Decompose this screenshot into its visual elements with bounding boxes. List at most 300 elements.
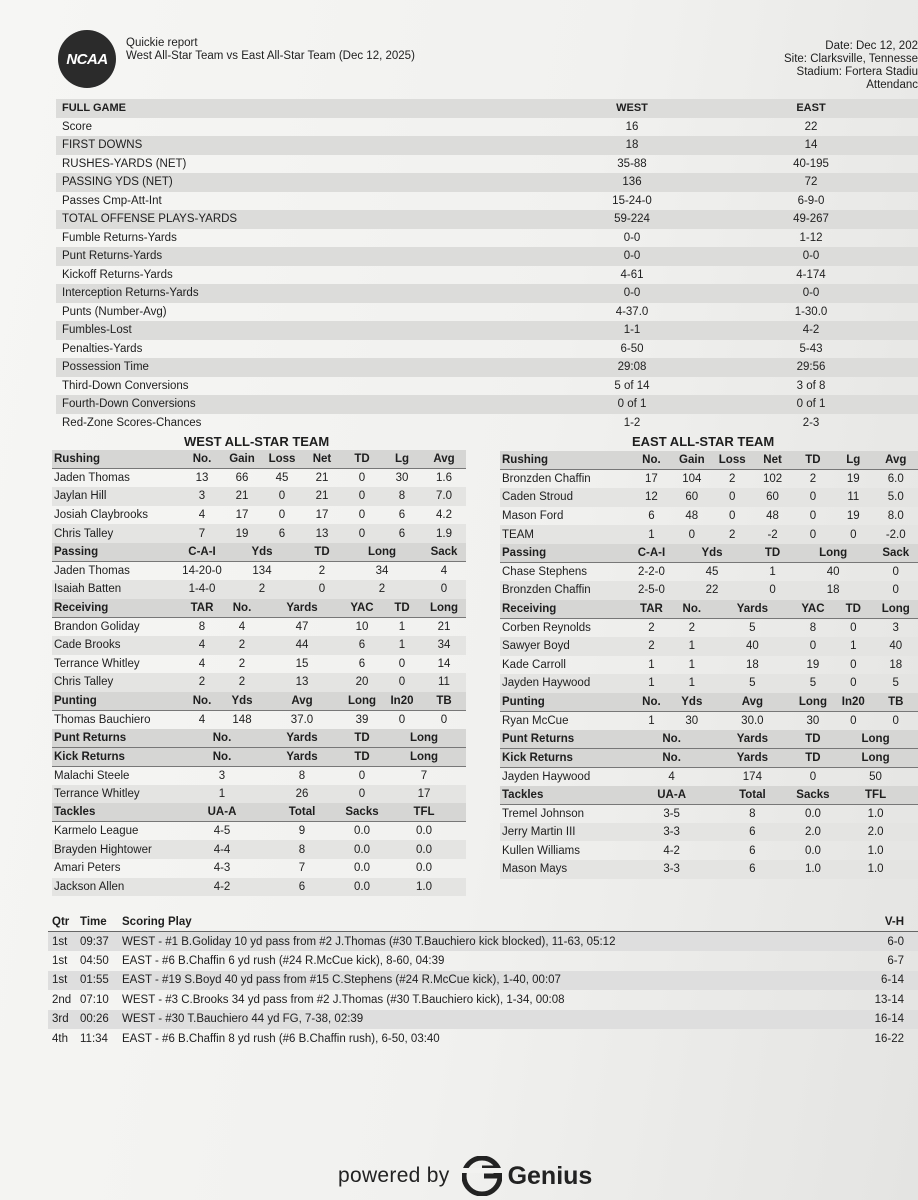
passing-row bbox=[52, 562, 466, 581]
full-game-table bbox=[56, 99, 918, 432]
scoring-time: 00:26 bbox=[80, 1010, 122, 1030]
column-header: No. bbox=[182, 729, 262, 748]
stat-cell: 0.0 bbox=[342, 840, 382, 859]
column-header: TD bbox=[833, 600, 873, 619]
stat-cell: 0.0 bbox=[382, 822, 466, 841]
stat-cell: 1 bbox=[672, 674, 712, 693]
west-stat-value: 18 bbox=[625, 139, 639, 152]
stat-cell: 1 bbox=[631, 525, 671, 544]
stat-cell: 0 bbox=[342, 487, 382, 506]
west-stat-value: 4-37.0 bbox=[615, 305, 649, 318]
tackles-header bbox=[52, 803, 466, 822]
player-name: Jaden Thomas bbox=[52, 562, 182, 581]
stat-cell: 6 bbox=[358, 657, 366, 670]
section-title: Punt Returns bbox=[500, 730, 631, 749]
stat-cell: 12 bbox=[631, 488, 671, 507]
east-stat-value: 29:56 bbox=[796, 361, 826, 374]
time-header: Time bbox=[80, 912, 122, 932]
rushing-row bbox=[500, 488, 918, 507]
punting-header bbox=[500, 693, 918, 712]
stat-label: Fumbles-Lost bbox=[62, 324, 132, 337]
stat-cell: 8 bbox=[182, 617, 222, 636]
column-header: In20 bbox=[382, 692, 422, 711]
full-game-row bbox=[56, 377, 918, 396]
column-header: Long bbox=[382, 748, 466, 767]
stat-cell: 1-4-0 bbox=[182, 580, 222, 599]
stat-cell: 13 bbox=[182, 469, 222, 488]
section-title: Receiving bbox=[52, 599, 182, 618]
tackles-row bbox=[52, 859, 466, 878]
full-game-row bbox=[56, 247, 918, 266]
stat-cell: 60 bbox=[752, 488, 792, 507]
column-header: Yds bbox=[222, 692, 262, 711]
stat-cell: 7 bbox=[382, 766, 466, 785]
section-title: Tackles bbox=[500, 786, 631, 805]
stat-cell: 1 bbox=[631, 711, 671, 730]
qtr-header: Qtr bbox=[48, 912, 80, 932]
stat-cell: 0.0 bbox=[354, 862, 370, 875]
matchup-title: West All-Star Team vs East All-Star Team (Dec 12, 2025) bbox=[126, 50, 415, 62]
scoring-play: WEST - #3 C.Brooks 34 yd pass from #2 J.Thomas (#30 T.Bauchiero kick), 1-34, 00:08 bbox=[122, 993, 565, 1006]
stat-cell: 7.0 bbox=[422, 487, 466, 506]
scoring-time: 07:10 bbox=[80, 993, 109, 1006]
stat-cell: 14 bbox=[437, 657, 451, 670]
full-game-title: FULL GAME bbox=[62, 102, 126, 115]
player-name: Jerry Martin III bbox=[500, 823, 631, 842]
stat-cell: 18 bbox=[745, 658, 759, 671]
column-header: Long bbox=[833, 749, 918, 768]
stat-cell: 1 bbox=[631, 674, 671, 693]
stat-cell: 4.2 bbox=[436, 509, 452, 522]
player-name: Bronzden Chaffin bbox=[500, 470, 631, 489]
stat-cell: 1 bbox=[833, 637, 873, 656]
player-name: Kade Carroll bbox=[502, 658, 566, 671]
west-stat-value: 29:08 bbox=[617, 361, 647, 374]
stat-cell: 60 bbox=[672, 488, 712, 507]
column-header: TB bbox=[874, 693, 918, 712]
stat-cell: 2-5-0 bbox=[631, 581, 671, 600]
passing-header bbox=[52, 543, 466, 562]
west-stat-value: 0-0 bbox=[623, 287, 641, 300]
stat-cell: 45 bbox=[672, 563, 753, 582]
tackles-row bbox=[500, 841, 918, 860]
stat-cell: 148 bbox=[222, 710, 262, 729]
column-header: No. bbox=[222, 599, 262, 618]
scoring-play: EAST - #6 B.Chaffin 8 yd rush (#6 B.Chaffin rush), 6-50, 03:40 bbox=[122, 1032, 440, 1045]
stat-cell: 30 bbox=[672, 711, 712, 730]
stat-label: Passes Cmp-Att-Int bbox=[62, 194, 162, 207]
stat-cell: 17 bbox=[315, 509, 329, 522]
column-header: TD bbox=[793, 749, 833, 768]
kick-returns-header bbox=[500, 749, 918, 768]
scoring-row bbox=[48, 971, 918, 991]
receiving-row bbox=[500, 618, 918, 637]
stat-cell: 2 bbox=[712, 525, 752, 544]
player-name: Ryan McCue bbox=[500, 711, 631, 730]
stat-label: Kickoff Returns-Yards bbox=[62, 268, 173, 281]
receiving-header bbox=[52, 599, 466, 618]
scoring-row bbox=[48, 932, 918, 952]
column-header: TD bbox=[382, 599, 422, 618]
east-stats-table bbox=[500, 451, 918, 879]
east-stat-value: 49-267 bbox=[793, 213, 829, 226]
stat-cell: 1 bbox=[648, 658, 655, 671]
scoring-qtr: 1st bbox=[52, 954, 68, 967]
west-stat-value: 0-0 bbox=[623, 231, 641, 244]
column-header: Gain bbox=[222, 450, 262, 469]
player-name: Karmelo League bbox=[52, 822, 182, 841]
east-stat-value: 1-12 bbox=[799, 231, 823, 244]
stat-cell: 2 bbox=[222, 580, 302, 599]
stat-cell: 44 bbox=[262, 636, 342, 655]
full-game-row bbox=[56, 414, 918, 433]
section-title: Passing bbox=[500, 544, 631, 563]
tackles-row bbox=[52, 878, 466, 897]
stat-cell: 4 bbox=[222, 617, 262, 636]
stat-cell: 104 bbox=[672, 470, 712, 489]
stat-cell: 66 bbox=[222, 469, 262, 488]
punting-header bbox=[52, 692, 466, 711]
stat-label: Score bbox=[62, 120, 93, 133]
stat-cell: 0 bbox=[793, 488, 833, 507]
stat-cell: 2 bbox=[712, 470, 752, 489]
stat-cell: 7 bbox=[182, 524, 222, 543]
stat-cell: 18 bbox=[889, 658, 903, 671]
full-game-row bbox=[56, 266, 918, 285]
west-stat-value: 59-224 bbox=[614, 213, 650, 226]
stat-cell: 2.0 bbox=[793, 823, 833, 842]
stat-cell: 4-2 bbox=[663, 844, 680, 857]
player-name: Terrance Whitley bbox=[54, 657, 140, 670]
stat-cell: 20 bbox=[342, 673, 382, 692]
stat-label: FIRST DOWNS bbox=[62, 139, 143, 152]
section-title: Rushing bbox=[500, 451, 631, 470]
column-header: C-A-I bbox=[631, 544, 671, 563]
column-header: TD bbox=[342, 450, 382, 469]
east-team-title: EAST ALL-STAR TEAM bbox=[632, 434, 775, 449]
column-header: No. bbox=[182, 692, 222, 711]
column-header: Total bbox=[262, 803, 342, 822]
stat-cell: 8 bbox=[262, 766, 342, 785]
column-header: Lg bbox=[382, 450, 422, 469]
stat-label: Red-Zone Scores-Chances bbox=[62, 416, 202, 429]
kick-returns-row bbox=[52, 766, 466, 785]
player-name: Kullen Williams bbox=[502, 844, 580, 857]
stat-cell: 9 bbox=[262, 822, 342, 841]
stat-cell: 6 bbox=[712, 823, 793, 842]
scoring-vh: 6-7 bbox=[887, 954, 904, 967]
full-game-row bbox=[56, 173, 918, 192]
player-name: Brayden Hightower bbox=[52, 840, 182, 859]
powered-by-footer bbox=[338, 1156, 592, 1196]
stat-cell: 1.0 bbox=[833, 860, 918, 879]
east-stat-value: 22 bbox=[804, 120, 818, 133]
column-header: TAR bbox=[631, 600, 671, 619]
section-title: Punt Returns bbox=[52, 729, 182, 748]
column-header: TD bbox=[342, 748, 382, 767]
section-title: Kick Returns bbox=[500, 749, 631, 768]
stat-cell: 13 bbox=[302, 524, 342, 543]
player-name: Caden Stroud bbox=[500, 488, 631, 507]
column-header: In20 bbox=[833, 693, 873, 712]
stat-cell: 21 bbox=[302, 469, 342, 488]
stat-cell: 2 bbox=[672, 618, 712, 637]
column-header: TD bbox=[342, 729, 382, 748]
ncaa-logo: NCAA bbox=[58, 30, 116, 88]
stat-cell: 102 bbox=[752, 470, 792, 489]
full-game-row bbox=[56, 192, 918, 211]
stat-cell: 0.0 bbox=[416, 862, 432, 875]
player-name: Chris Talley bbox=[52, 524, 182, 543]
stat-cell: 3 bbox=[182, 766, 262, 785]
stat-cell: 19 bbox=[806, 658, 820, 671]
column-header: TAR bbox=[182, 599, 222, 618]
receiving-row bbox=[500, 656, 918, 675]
column-header: YAC bbox=[342, 599, 382, 618]
scoring-qtr: 1st bbox=[48, 932, 80, 952]
column-header: Yards bbox=[262, 729, 342, 748]
stat-cell: 4-3 bbox=[213, 862, 231, 875]
tackles-row bbox=[500, 804, 918, 823]
column-header: Long bbox=[793, 544, 874, 563]
column-header: Net bbox=[302, 450, 342, 469]
receiving-row bbox=[52, 673, 466, 692]
receiving-row bbox=[52, 655, 466, 674]
tackles-row bbox=[500, 823, 918, 842]
column-header: Sacks bbox=[342, 803, 382, 822]
stat-cell: 134 bbox=[222, 562, 302, 581]
column-header: Loss bbox=[262, 450, 302, 469]
stat-cell: 3-3 bbox=[631, 860, 712, 879]
rushing-row bbox=[52, 506, 466, 525]
genius-brand: Genius bbox=[507, 1161, 593, 1190]
stat-cell: 6 bbox=[262, 524, 302, 543]
west-stat-value: 5 of 14 bbox=[614, 379, 650, 392]
stat-cell: 6 bbox=[749, 844, 756, 857]
column-header: Long bbox=[793, 693, 833, 712]
scoring-qtr: 3rd bbox=[48, 1010, 80, 1030]
west-stat-value: 136 bbox=[622, 176, 642, 189]
column-header: No. bbox=[631, 730, 712, 749]
column-header: No. bbox=[631, 693, 671, 712]
rushing-row bbox=[500, 525, 918, 544]
full-game-header bbox=[56, 99, 918, 118]
stat-cell: 0.0 bbox=[793, 804, 833, 823]
stat-cell: 3 bbox=[182, 487, 222, 506]
player-name: Sawyer Boyd bbox=[500, 637, 631, 656]
column-header: C-A-I bbox=[182, 543, 222, 562]
punt-returns-header bbox=[52, 729, 466, 748]
stat-cell: 21 bbox=[222, 487, 262, 506]
east-stat-value: 4-174 bbox=[796, 268, 826, 281]
player-name: Amari Peters bbox=[54, 862, 121, 875]
section-title: Receiving bbox=[500, 600, 631, 619]
stat-cell: 0 bbox=[793, 767, 833, 786]
west-stat-value: 0 of 1 bbox=[617, 398, 647, 411]
rushing-row bbox=[500, 470, 918, 489]
stat-cell: 5 bbox=[712, 618, 793, 637]
genius-logo-icon bbox=[462, 1156, 502, 1196]
stat-label: PASSING YDS (NET) bbox=[62, 176, 173, 189]
east-stat-value: 72 bbox=[804, 176, 818, 189]
stat-cell: 14-20-0 bbox=[182, 562, 222, 581]
stat-cell: 3 bbox=[874, 618, 918, 637]
stat-cell: 5.0 bbox=[874, 488, 918, 507]
column-header: TB bbox=[422, 692, 466, 711]
column-header: Total bbox=[712, 786, 793, 805]
column-header: TD bbox=[793, 451, 833, 470]
player-name: Malachi Steele bbox=[52, 766, 182, 785]
stat-label: Fumble Returns-Yards bbox=[62, 231, 177, 244]
column-header: YAC bbox=[793, 600, 833, 619]
stat-cell: 0 bbox=[728, 510, 736, 523]
stat-cell: 6 bbox=[712, 860, 793, 879]
column-header: TFL bbox=[833, 786, 918, 805]
east-stat-value: 5-43 bbox=[799, 342, 823, 355]
scoring-header bbox=[48, 912, 918, 932]
stat-cell: 30 bbox=[382, 469, 422, 488]
column-header: Gain bbox=[672, 451, 712, 470]
receiving-row bbox=[500, 674, 918, 693]
stat-cell: 174 bbox=[712, 767, 793, 786]
stat-cell: 2 bbox=[222, 673, 262, 692]
player-name: Corben Reynolds bbox=[500, 618, 631, 637]
stat-cell: 0 bbox=[382, 673, 422, 692]
scoring-play: EAST - #6 B.Chaffin 6 yd rush (#24 R.McCue kick), 8-60, 04:39 bbox=[122, 954, 445, 967]
stat-cell: 0 bbox=[833, 674, 873, 693]
stat-cell: 4 bbox=[198, 509, 206, 522]
stat-cell: 37.0 bbox=[262, 710, 342, 729]
stat-cell: 40 bbox=[793, 563, 874, 582]
stat-cell: 4 bbox=[182, 710, 222, 729]
stat-cell: 8.0 bbox=[887, 510, 904, 523]
stat-cell: 40 bbox=[874, 637, 918, 656]
stat-cell: 6 bbox=[648, 510, 655, 523]
scoring-row bbox=[48, 1010, 918, 1030]
player-name: Terrance Whitley bbox=[52, 785, 182, 804]
game-info bbox=[740, 40, 918, 92]
stat-cell: 10 bbox=[342, 617, 382, 636]
stat-label: Punts (Number-Avg) bbox=[62, 305, 167, 318]
tackles-row bbox=[52, 822, 466, 841]
player-name: Josiah Claybrooks bbox=[54, 509, 148, 522]
west-column-header: WEST bbox=[616, 102, 648, 115]
east-stat-value: 4-2 bbox=[802, 324, 820, 337]
stat-cell: 0 bbox=[752, 581, 792, 600]
full-game-row bbox=[56, 284, 918, 303]
stat-cell: 2 bbox=[631, 618, 671, 637]
column-header: Yards bbox=[712, 730, 793, 749]
stat-cell: 0 bbox=[809, 510, 817, 523]
scoring-qtr: 4th bbox=[52, 1032, 68, 1045]
scoring-time: 11:34 bbox=[80, 1032, 108, 1045]
west-team-title: WEST ALL-STAR TEAM bbox=[184, 434, 330, 449]
east-stat-value: 0-0 bbox=[802, 250, 820, 263]
section-title: Passing bbox=[52, 543, 182, 562]
stat-cell: 0.0 bbox=[342, 822, 382, 841]
stat-cell: -2.0 bbox=[874, 525, 918, 544]
stat-cell: 7 bbox=[298, 862, 306, 875]
stat-cell: 19 bbox=[846, 510, 860, 523]
stat-cell: 0 bbox=[422, 710, 466, 729]
kick-returns-row bbox=[52, 785, 466, 804]
west-stat-value: 4-61 bbox=[620, 268, 644, 281]
stat-cell: 0 bbox=[833, 618, 873, 637]
stat-label: Possession Time bbox=[62, 361, 149, 374]
column-header: UA-A bbox=[631, 786, 712, 805]
west-stat-value: 1-2 bbox=[623, 416, 641, 429]
east-stat-value: 6-9-0 bbox=[797, 194, 825, 207]
full-game-row bbox=[56, 340, 918, 359]
player-name: Brandon Goliday bbox=[52, 617, 182, 636]
column-header: Avg bbox=[874, 451, 918, 470]
column-header: Long bbox=[382, 729, 466, 748]
punt-returns-header bbox=[500, 730, 918, 749]
full-game-row bbox=[56, 358, 918, 377]
passing-row bbox=[500, 563, 918, 582]
stat-cell: -2 bbox=[752, 525, 792, 544]
west-stats-table bbox=[52, 450, 466, 896]
stat-cell: 6 bbox=[398, 509, 406, 522]
stat-cell: 30 bbox=[793, 711, 833, 730]
player-name: Thomas Bauchiero bbox=[52, 710, 182, 729]
stat-cell: 0 bbox=[342, 469, 382, 488]
column-header: Avg bbox=[712, 693, 793, 712]
stat-cell: 4 bbox=[198, 657, 206, 670]
player-name: Jaylan Hill bbox=[52, 487, 182, 506]
stat-cell: 47 bbox=[262, 617, 342, 636]
stat-cell: 8 bbox=[382, 487, 422, 506]
stat-cell: 19 bbox=[222, 524, 262, 543]
stat-cell: 0 bbox=[278, 509, 286, 522]
stat-cell: 26 bbox=[262, 785, 342, 804]
west-stat-value: 15-24-0 bbox=[612, 194, 652, 207]
stat-cell: 15 bbox=[295, 657, 309, 670]
section-title: Punting bbox=[52, 692, 182, 711]
stat-cell: 48 bbox=[685, 510, 699, 523]
east-column-header: EAST bbox=[796, 102, 826, 115]
player-name: Isaiah Batten bbox=[52, 580, 182, 599]
full-game-row bbox=[56, 118, 918, 137]
stat-cell: 6 bbox=[382, 524, 422, 543]
full-game-row bbox=[56, 395, 918, 414]
passing-row bbox=[500, 581, 918, 600]
column-header: Long bbox=[342, 692, 382, 711]
punting-row bbox=[500, 711, 918, 730]
column-header: Yds bbox=[672, 693, 712, 712]
scoring-play-header: Scoring Play bbox=[122, 912, 822, 932]
column-header: Yds bbox=[222, 543, 302, 562]
east-stat-value: 14 bbox=[804, 139, 818, 152]
section-title: Rushing bbox=[52, 450, 182, 469]
column-header: Long bbox=[342, 543, 422, 562]
tackles-header bbox=[500, 786, 918, 805]
stat-cell: 6 bbox=[342, 636, 382, 655]
west-stat-value: 35-88 bbox=[617, 157, 647, 170]
east-stat-value: 2-3 bbox=[802, 416, 820, 429]
stat-cell: 4-5 bbox=[182, 822, 262, 841]
column-header: Yards bbox=[262, 599, 342, 618]
rushing-header bbox=[52, 450, 466, 469]
scoring-vh: 16-14 bbox=[822, 1010, 918, 1030]
rushing-row bbox=[52, 524, 466, 543]
east-stat-value: 3 of 8 bbox=[796, 379, 826, 392]
stat-cell: 2 bbox=[631, 637, 671, 656]
column-header: Yds bbox=[672, 544, 753, 563]
stat-label: Penalties-Yards bbox=[62, 342, 143, 355]
game-date: Date: Dec 12, 202 bbox=[825, 40, 918, 52]
stat-cell: 17 bbox=[235, 509, 249, 522]
